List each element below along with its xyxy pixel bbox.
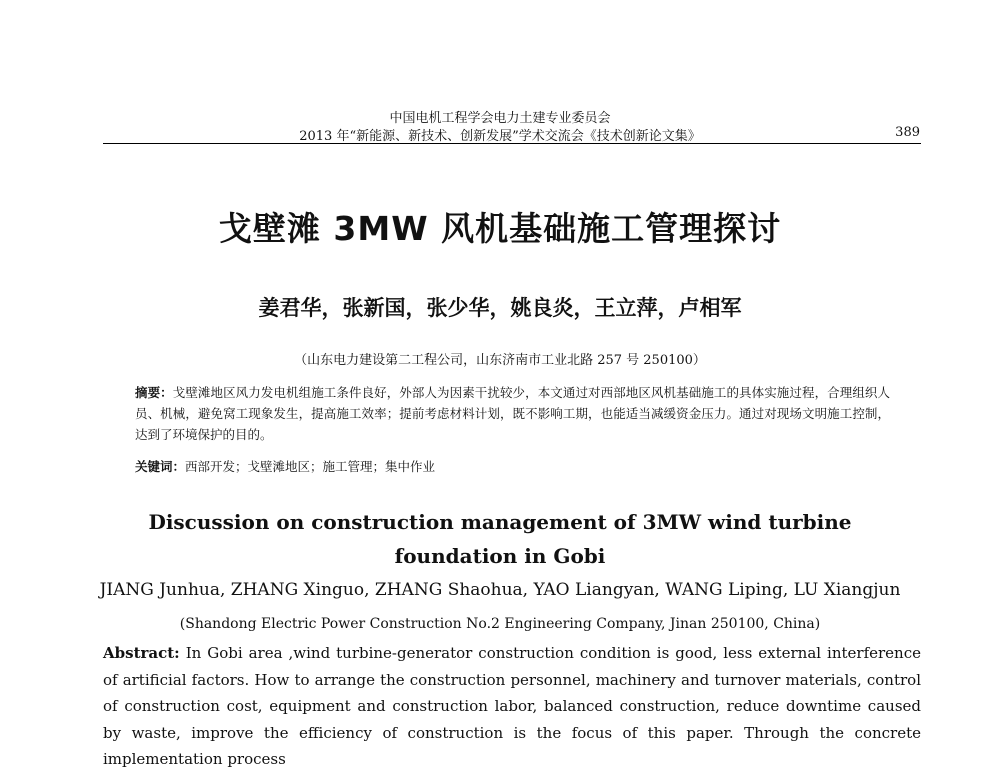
authors-cn: 姜君华，张新国，张少华，姚良炎，王立萍，卢相军 <box>258 296 742 320</box>
journal-header-line1: 中国电机工程学会电力土建专业委员会 <box>389 111 611 126</box>
keywords-cn <box>135 457 890 475</box>
affiliation-cn: （山东电力建设第二工程公司，山东济南市工业北路 257 号 250100） <box>294 353 706 368</box>
abstract-cn-text: 戈壁滩地区风力发电机组施工条件良好，外部人为因素干扰较少，本文通过对西部地区风机基础施工的具体实施过程，合理组织人员、机械，避免窝工现象发生，提高施工效率；提前考虑材料计划，既不影响工期，也能适当减缓资金压力。通过对现场文明施工控制，达到了环境保护的目的。 <box>135 385 890 442</box>
abstract-cn-label: 摘要： <box>135 385 173 400</box>
page-number: 389 <box>895 125 920 140</box>
affiliation-en: (Shandong Electric Power Construction No.2 Engineering Company, Jinan 250100, China) <box>179 616 821 632</box>
abstract-cn <box>135 382 890 445</box>
keywords-cn-text: 西部开发；戈壁滩地区；施工管理；集中作业 <box>185 459 436 474</box>
paper-title-en-line1: Discussion on construction management of 3MW wind turbine <box>148 510 852 534</box>
paper-title-en-line2: foundation in Gobi <box>394 544 606 568</box>
paper-title-en <box>0 505 1000 573</box>
keywords-cn-label: 关键词： <box>135 459 186 474</box>
authors-en: JIANG Junhua, ZHANG Xinguo, ZHANG Shaohua, YAO Liangyan, WANG Liping, LU Xiangjun <box>99 580 901 600</box>
header-rule <box>103 143 921 144</box>
paper-title-cn: 戈壁滩 3MW 风机基础施工管理探讨 <box>218 209 782 248</box>
abstract-en <box>103 640 921 773</box>
abstract-en-text: In Gobi area ,wind turbine-generator construction condition is good, less external interference of artificial factors. How to arrange the construction personnel, machinery and turnover materials, control of construction cost, equipment and construction labor, balanced construction, reduce downtime caused by waste, improve the efficiency of construction is the focus of this paper. Through the concrete implementation process <box>103 644 921 768</box>
abstract-en-label: Abstract: <box>103 644 180 662</box>
journal-header-line2: 2013 年“新能源、新技术、创新发展”学术交流会《技术创新论文集》 <box>299 129 701 144</box>
